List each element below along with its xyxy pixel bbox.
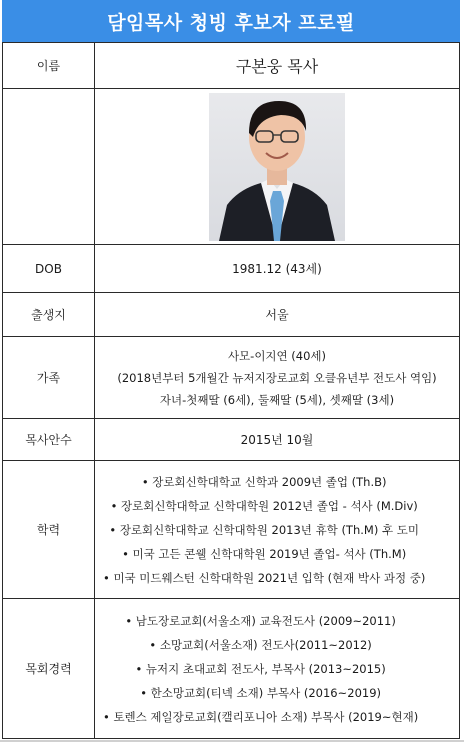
ministry-item: • 한소망교회(티넥 소재) 부목사 (2016~2019) (140, 685, 382, 700)
ministry-item: • 남도장로교회(서울소재) 교육전도사 (2009~2011) (125, 613, 396, 628)
family-value (95, 337, 459, 418)
birthplace-value: 서울 (265, 308, 289, 322)
family-spouse-note: (2018년부터 5개월간 뉴저지장로교회 오클유년부 전도사 역임) (117, 370, 437, 385)
family-children: 자녀-첫째딸 (6세), 둘째딸 (5세), 셋째딸 (3세) (159, 392, 395, 407)
education-item: • 장로회신학대학교 신학대학원 2012년 졸업 - 석사 (M.Div) (110, 498, 418, 513)
ministry-item: • 뉴저지 초대교회 전도사, 부목사 (2013~2015) (135, 661, 386, 676)
ordination-label: 목사안수 (3, 419, 95, 460)
name-value: 구본웅 목사 (235, 57, 319, 76)
photo-label-cell (3, 89, 95, 244)
family-row (3, 336, 459, 418)
dob-label: DOB (3, 245, 95, 292)
education-item: • 장로회신학대학교 신학대학원 2013년 휴학 (Th.M) 후 도미 (109, 522, 419, 537)
birthplace-row (3, 292, 459, 336)
ministry-value (95, 599, 459, 738)
page-title: 담임목사 청빙 후보자 프로필 (2, 0, 460, 42)
education-item: • 미국 미드웨스턴 신학대학원 2021년 입학 (현재 박사 과정 중) (103, 570, 426, 585)
birthplace-label: 출생지 (3, 293, 95, 336)
ministry-row (3, 598, 459, 738)
ministry-item: • 토렌스 제일장로교회(캘리포니아 소재) 부목사 (2019~현재) (103, 709, 419, 724)
education-row (3, 460, 459, 598)
ordination-value: 2015년 10월 (240, 433, 314, 447)
dob-value: 1981.12 (43세) (232, 262, 322, 276)
dob-row (3, 244, 459, 292)
photo-cell (95, 89, 459, 244)
ministry-item: • 소망교회(서울소재) 전도사(2011~2012) (149, 637, 372, 652)
family-spouse: 사모-이지연 (40세) (227, 348, 327, 363)
education-item: • 미국 고든 콘웰 신학대학원 2019년 졸업- 석사 (Th.M) (122, 546, 407, 561)
profile-photo (209, 93, 345, 241)
ministry-label: 목회경력 (3, 599, 95, 738)
name-label: 이름 (3, 43, 95, 88)
ordination-row (3, 418, 459, 460)
education-label: 학력 (3, 461, 95, 598)
education-item: • 장로회신학대학교 신학과 2009년 졸업 (Th.B) (141, 474, 387, 489)
name-row (3, 42, 459, 88)
photo-row (3, 88, 459, 244)
profile-table (2, 42, 460, 739)
family-label: 가족 (3, 337, 95, 418)
education-value (95, 461, 459, 598)
